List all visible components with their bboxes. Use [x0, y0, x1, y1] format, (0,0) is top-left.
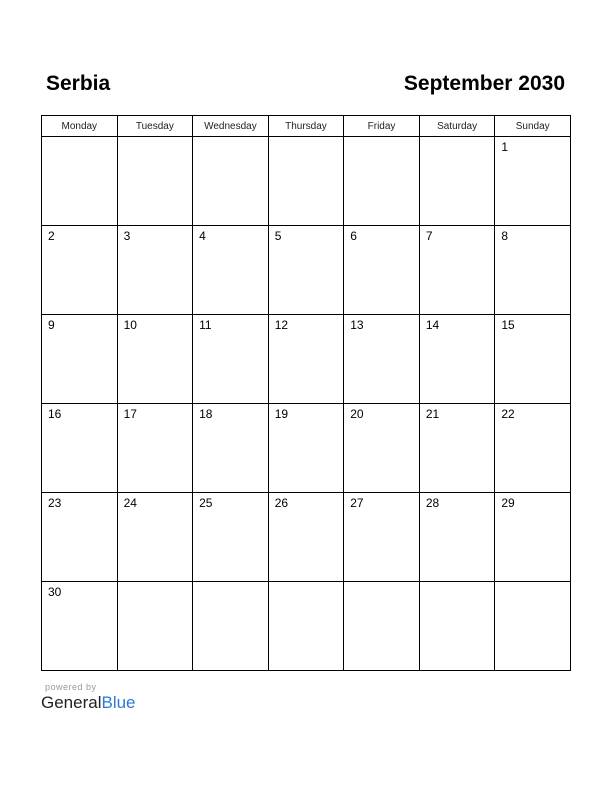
day-number: [269, 137, 344, 140]
day-number: 3: [123, 229, 131, 243]
week-row: [42, 137, 571, 226]
calendar-grid: [41, 115, 571, 671]
week-row: [42, 493, 571, 582]
day-number: 24: [123, 496, 137, 510]
weekday-tuesday: Tuesday: [117, 116, 193, 137]
day-cell: [419, 315, 495, 404]
day-cell: [268, 582, 344, 671]
day-cell: [117, 404, 193, 493]
day-cell: [117, 137, 193, 226]
week-row: [42, 226, 571, 315]
day-cell: [193, 404, 269, 493]
day-cell: [42, 137, 118, 226]
day-number: 1: [501, 140, 509, 154]
day-number: [495, 582, 570, 585]
day-number: 28: [425, 496, 440, 510]
day-cell: [495, 315, 571, 404]
day-number: 25: [199, 496, 213, 510]
day-cell: [42, 226, 118, 315]
day-cell: [419, 226, 495, 315]
day-number: 18: [199, 407, 213, 421]
weekday-wednesday: Wednesday: [193, 116, 269, 137]
day-cell: [344, 404, 420, 493]
day-cell: [495, 493, 571, 582]
weekday-friday: Friday: [344, 116, 420, 137]
day-number: 26: [274, 496, 289, 510]
day-cell: [419, 137, 495, 226]
weekday-monday: Monday: [42, 116, 118, 137]
day-number: [118, 137, 193, 140]
day-number: 2: [48, 229, 55, 243]
day-number: 23: [48, 496, 62, 510]
day-number: 27: [350, 496, 364, 510]
day-cell: [193, 315, 269, 404]
weekday-header-row: [42, 116, 571, 137]
day-cell: [495, 137, 571, 226]
day-number: [118, 582, 193, 585]
day-number: [42, 137, 117, 140]
day-number: [193, 137, 268, 140]
day-cell: [268, 404, 344, 493]
day-cell: [193, 137, 269, 226]
week-row: [42, 582, 571, 671]
day-number: 21: [425, 407, 440, 421]
day-cell: [344, 582, 420, 671]
week-row: [42, 315, 571, 404]
country-title: Serbia: [46, 72, 111, 95]
day-number: 7: [425, 229, 433, 243]
day-cell: [268, 493, 344, 582]
logo-text-general: General: [41, 693, 102, 712]
day-number: [344, 137, 419, 140]
day-cell: [344, 137, 420, 226]
day-cell: [344, 315, 420, 404]
day-number: [269, 582, 344, 585]
day-cell: [193, 226, 269, 315]
day-cell: [268, 226, 344, 315]
day-number: 13: [350, 318, 364, 332]
day-number: 10: [123, 318, 137, 332]
day-number: 6: [350, 229, 357, 243]
day-cell: [42, 315, 118, 404]
weekday-saturday: Saturday: [419, 116, 495, 137]
day-cell: [42, 493, 118, 582]
weekday-sunday: Sunday: [495, 116, 571, 137]
day-cell: [117, 315, 193, 404]
day-number: 8: [501, 229, 509, 243]
day-number: 14: [425, 318, 440, 332]
day-number: 15: [501, 318, 515, 332]
day-cell: [419, 404, 495, 493]
day-cell: [495, 226, 571, 315]
day-number: 17: [123, 407, 137, 421]
day-number: 22: [501, 407, 515, 421]
day-cell: [193, 493, 269, 582]
day-cell: [117, 582, 193, 671]
day-cell: [495, 582, 571, 671]
day-number: 5: [274, 229, 282, 243]
day-cell: [268, 137, 344, 226]
day-number: 30: [48, 585, 62, 599]
day-cell: [117, 226, 193, 315]
month-year-title: September 2030: [403, 72, 565, 95]
logo-text-blue: Blue: [101, 693, 136, 712]
day-number: 20: [350, 407, 364, 421]
day-cell: [193, 582, 269, 671]
day-number: [344, 582, 419, 585]
day-number: [193, 582, 268, 585]
day-cell: [42, 404, 118, 493]
day-number: 12: [274, 318, 289, 332]
day-number: 29: [501, 496, 515, 510]
day-cell: [344, 493, 420, 582]
day-number: 19: [274, 407, 289, 421]
day-cell: [268, 315, 344, 404]
day-number: 4: [199, 229, 206, 243]
day-number: 9: [48, 318, 55, 332]
week-row: [42, 404, 571, 493]
day-cell: [42, 582, 118, 671]
day-cell: [419, 493, 495, 582]
powered-by-text: powered by: [45, 682, 97, 692]
day-number: 11: [199, 318, 212, 332]
day-number: [420, 582, 495, 585]
weekday-thursday: Thursday: [268, 116, 344, 137]
day-cell: [495, 404, 571, 493]
day-cell: [419, 582, 495, 671]
day-cell: [117, 493, 193, 582]
generalblue-logo[interactable]: [41, 693, 136, 713]
day-number: 16: [48, 407, 62, 421]
day-number: [420, 137, 495, 140]
day-cell: [344, 226, 420, 315]
